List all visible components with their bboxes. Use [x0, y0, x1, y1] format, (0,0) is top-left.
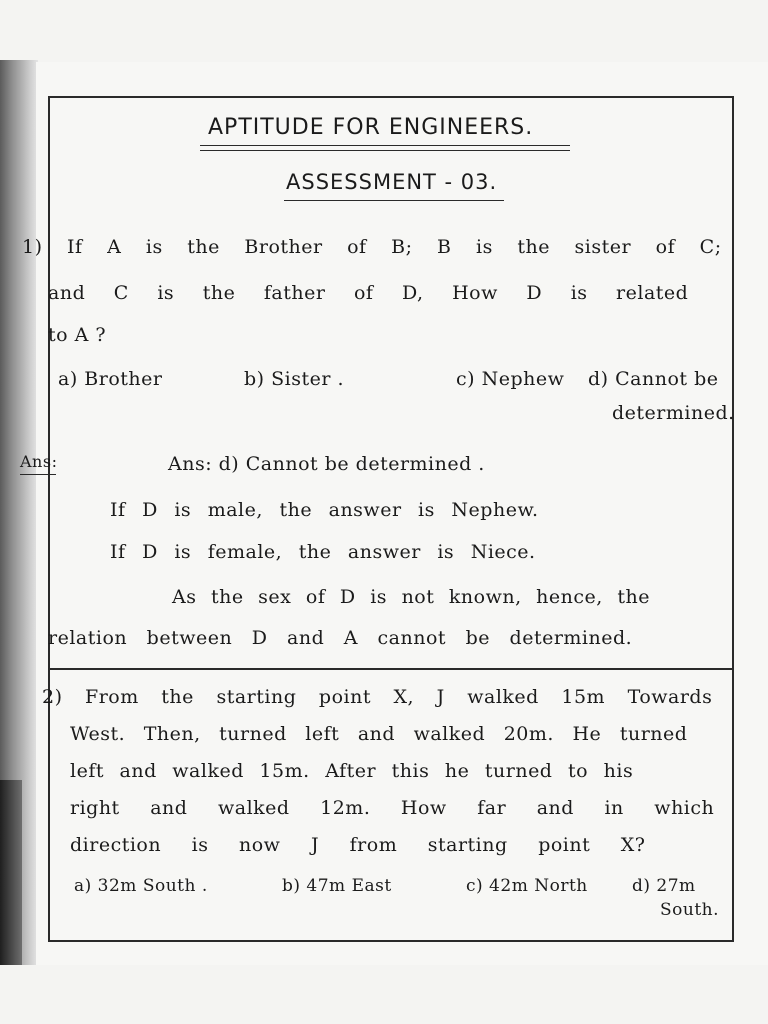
page-edge-dark — [0, 780, 22, 965]
q2-option-b: b) 47m East — [282, 876, 392, 896]
page-title: APTITUDE FOR ENGINEERS. — [208, 115, 534, 140]
q2-option-d-cont: South. — [660, 900, 720, 920]
q2-line-1: 2) From the starting point X, J walked 15m Towards — [42, 686, 713, 708]
q1-option-d-cont: determined. — [612, 402, 735, 424]
q2-line-5: direction is now J from starting point X? — [70, 834, 646, 856]
q1-option-b: b) Sister . — [244, 368, 344, 390]
q1-line-3: to A ? — [48, 324, 107, 346]
title-underline-2 — [200, 150, 570, 151]
q1-line-2: and C is the father of D, How D is related — [48, 282, 689, 304]
answer-marker: Ans: — [20, 452, 58, 471]
q1-option-d: d) Cannot be — [588, 368, 719, 390]
title-underline — [200, 145, 570, 146]
page-subtitle: ASSESSMENT - 03. — [286, 170, 498, 194]
q1-explanation-2: If D is female, the answer is Niece. — [110, 541, 536, 563]
q1-answer: Ans: d) Cannot be determined . — [168, 453, 485, 475]
q2-option-d: d) 27m — [632, 876, 696, 896]
q1-explanation-3: As the sex of D is not known, hence, the — [172, 586, 650, 608]
bottom-margin — [0, 965, 768, 1024]
q1-explanation-1: If D is male, the answer is Nephew. — [110, 499, 539, 521]
q1-option-c: c) Nephew — [456, 368, 565, 390]
answer-marker-underline — [20, 474, 56, 475]
q2-option-c: c) 42m North — [466, 876, 588, 896]
q1-explanation-4: relation between D and A cannot be determined. — [48, 627, 633, 649]
q1-line-1: 1) If A is the Brother of B; B is the sister of C; — [22, 236, 722, 258]
q2-line-3: left and walked 15m. After this he turned to his — [70, 760, 634, 782]
subtitle-underline — [284, 200, 504, 201]
q2-line-4: right and walked 12m. How far and in which — [70, 797, 715, 819]
question-divider — [48, 668, 734, 670]
q2-line-2: West. Then, turned left and walked 20m. He turned — [70, 723, 688, 745]
q1-option-a: a) Brother — [58, 368, 163, 390]
q2-option-a: a) 32m South . — [74, 876, 208, 896]
